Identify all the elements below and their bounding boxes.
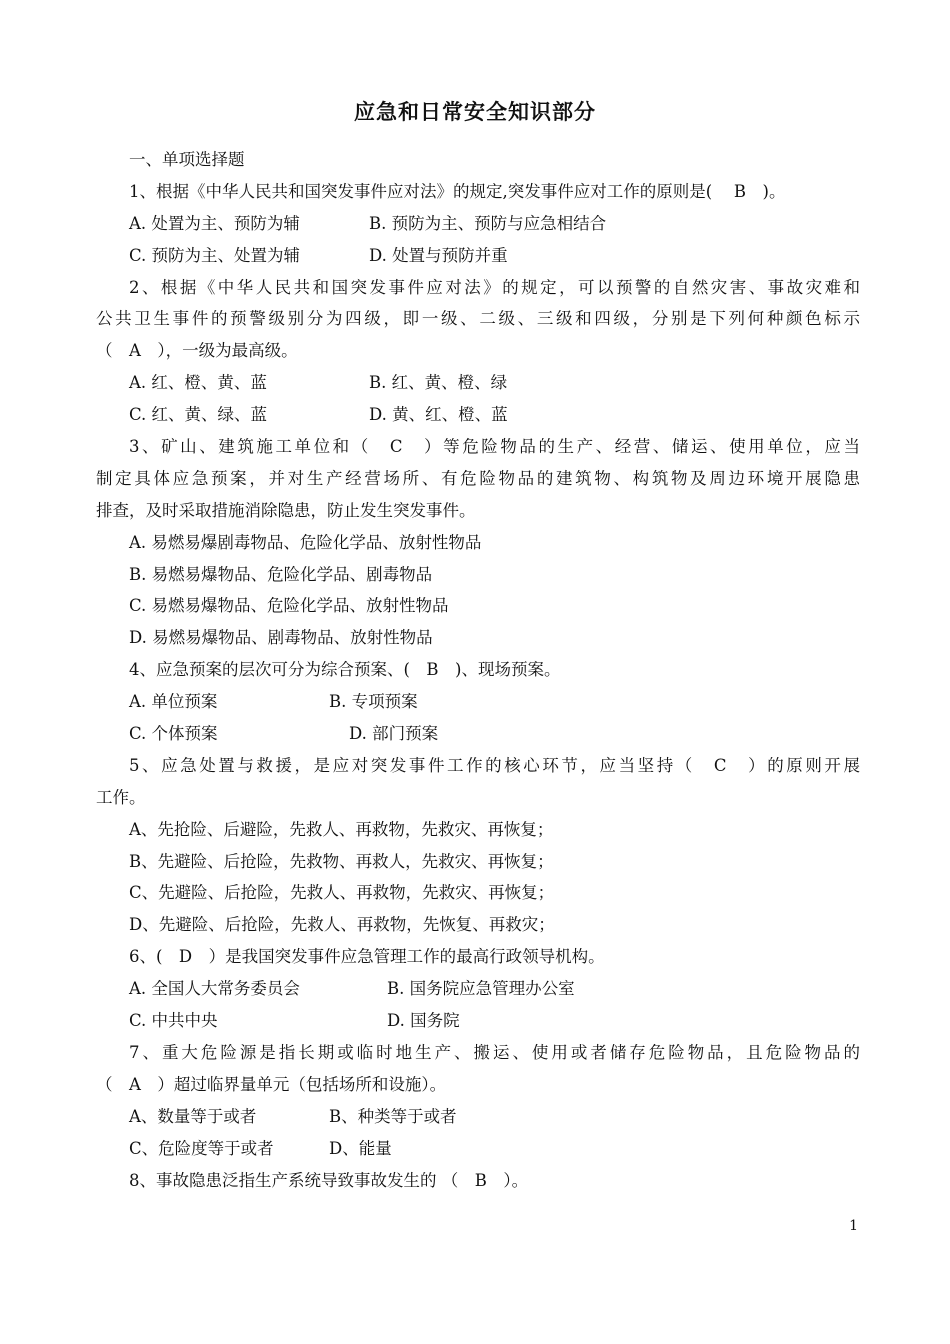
option-left: C. 红、黄、绿、蓝 <box>129 405 268 425</box>
option-left: C、危险度等于或者 <box>129 1138 274 1158</box>
option-right: B、种类等于或者 <box>329 1106 457 1126</box>
option-row <box>96 1101 860 1133</box>
text-line: B. 易燃易爆物品、危险化学品、剧毒物品 <box>129 564 433 584</box>
text-line: C. 易燃易爆物品、危险化学品、放射性物品 <box>129 596 449 616</box>
page-number: 1 <box>849 1218 858 1234</box>
text-line: 排查，及时采取措施消除隐患，防止发生突发事件。 <box>96 500 476 520</box>
option-left: A. 全国人大常务委员会 <box>129 979 300 999</box>
text-line: A. 易燃易爆剧毒物品、危险化学品、放射性物品 <box>129 532 482 552</box>
text-line: 1、根据《中华人民共和国突发事件应对法》的规定,突发事件应对工作的原则是( B )。 <box>129 181 786 201</box>
option-right: D. 处置与预防并重 <box>369 245 508 265</box>
option-row <box>96 208 860 240</box>
option-left: A. 单位预案 <box>129 692 218 712</box>
document-title: 应急和日常安全知识部分 <box>354 100 596 124</box>
text-line: 8、事故隐患泛指生产系统导致事故发生的 （ B ）。 <box>129 1170 529 1190</box>
document-body <box>96 144 860 1196</box>
option-left: C. 中共中央 <box>129 1011 218 1031</box>
option-right: D. 部门预案 <box>349 724 439 744</box>
section-heading: 一、单项选择题 <box>129 150 245 169</box>
option-left: A. 处置为主、预防为辅 <box>129 213 300 233</box>
text-line: 7、重大危险源是指长期或临时地生产、搬运、使用或者储存危险物品，且危险物品的 <box>129 1042 860 1062</box>
text-line: 5、应急处置与救援，是应对突发事件工作的核心环节，应当坚持（ C ）的原则开展 <box>129 755 860 775</box>
option-right: B. 红、黄、橙、绿 <box>369 373 508 393</box>
option-row <box>96 973 860 1005</box>
option-right: B. 国务院应急管理办公室 <box>387 979 575 999</box>
text-line: C、先避险、后抢险，先救人、再救物，先救灾、再恢复； <box>129 883 555 903</box>
option-row <box>96 1005 860 1037</box>
option-right: B. 专项预案 <box>329 692 418 712</box>
option-right: D、能量 <box>329 1138 392 1158</box>
option-row <box>96 1133 860 1165</box>
text-line: A、先抢险、后避险，先救人、再救物，先救灾、再恢复； <box>129 819 554 839</box>
text-line: 公共卫生事件的预警级别分为四级，即一级、二级、三级和四级，分别是下列何种颜色标示 <box>96 309 860 329</box>
option-row <box>96 399 860 431</box>
text-line: D、先避险、后抢险，先救人、再救物，先恢复、再救灾； <box>129 915 555 935</box>
text-line: 6、( D ）是我国突发事件应急管理工作的最高行政领导机构。 <box>129 947 605 967</box>
option-row <box>96 367 860 399</box>
text-line: 3、矿山、建筑施工单位和（ C ）等危险物品的生产、经营、储运、使用单位，应当 <box>129 437 860 457</box>
option-left: C. 预防为主、处置为辅 <box>129 245 301 265</box>
option-row <box>96 718 860 750</box>
text-line: （ A ）超过临界量单元（包括场所和设施）。 <box>96 1074 447 1094</box>
option-left: A. 红、橙、黄、蓝 <box>129 373 267 393</box>
option-right: D. 国务院 <box>387 1011 460 1031</box>
option-left: A、数量等于或者 <box>129 1106 257 1126</box>
option-row <box>96 686 860 718</box>
text-line: D. 易燃易爆物品、剧毒物品、放射性物品 <box>129 628 433 648</box>
text-line: （ A ），一级为最高级。 <box>96 341 298 361</box>
text-line: 2、根据《中华人民共和国突发事件应对法》的规定，可以预警的自然灾害、事故灾难和 <box>129 277 860 297</box>
option-right: B. 预防为主、预防与应急相结合 <box>369 213 607 233</box>
text-line: 制定具体应急预案，并对生产经营场所、有危险物品的建筑物、构筑物及周边环境开展隐患 <box>96 468 860 488</box>
text-line: B、先避险、后抢险，先救物、再救人，先救灾、再恢复； <box>129 851 554 871</box>
option-right: D. 黄、红、橙、蓝 <box>369 405 508 425</box>
option-row <box>96 240 860 272</box>
text-line: 4、应急预案的层次可分为综合预案、( B )、现场预案。 <box>129 660 561 680</box>
text-line: 工作。 <box>96 787 146 807</box>
option-left: C. 个体预案 <box>129 724 218 744</box>
